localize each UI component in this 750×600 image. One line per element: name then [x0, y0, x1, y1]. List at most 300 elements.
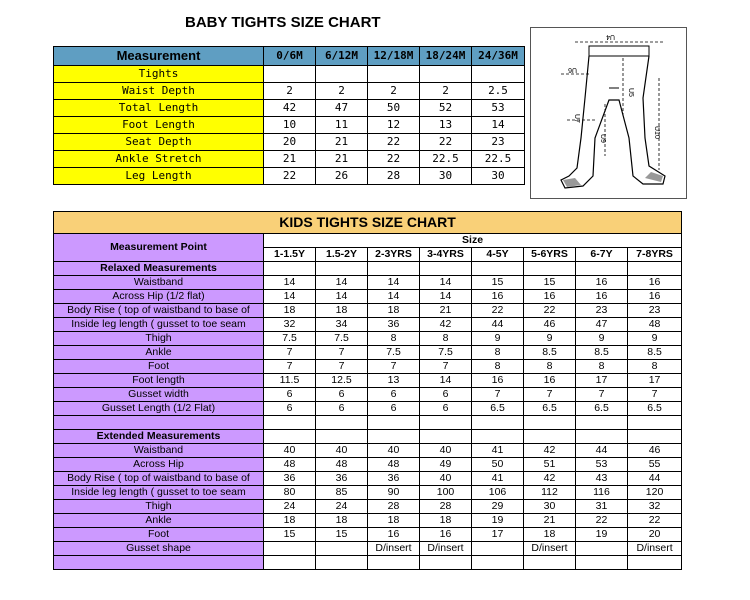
kids-cell: 17: [628, 374, 682, 388]
kids-row-label: [54, 416, 264, 430]
kids-row-label: Ankle: [54, 346, 264, 360]
baby-header-row: [54, 47, 525, 66]
kids-cell: [472, 262, 524, 276]
kids-cell: 9: [576, 332, 628, 346]
kids-cell: 16: [628, 276, 682, 290]
kids-cell: [316, 542, 368, 556]
kids-cell: 14: [316, 290, 368, 304]
baby-size-header: 0/6M: [264, 47, 316, 66]
kids-cell: 30: [524, 500, 576, 514]
kids-cell: 8: [472, 360, 524, 374]
kids-cell: [264, 416, 316, 430]
kids-cell: 48: [316, 458, 368, 472]
kids-cell: 14: [368, 276, 420, 290]
kids-cell: 42: [524, 444, 576, 458]
baby-row-label: Leg Length: [54, 168, 264, 185]
kids-row: [54, 542, 682, 556]
kids-cell: [420, 556, 472, 570]
kids-cell: [628, 556, 682, 570]
baby-cell: 12: [368, 117, 420, 134]
kids-cell: 19: [576, 528, 628, 542]
kids-row-label: Inside leg length ( gusset to toe seam: [54, 486, 264, 500]
kids-row: [54, 388, 682, 402]
kids-cell: 46: [524, 318, 576, 332]
baby-cell: 30: [472, 168, 525, 185]
baby-cell: 30: [420, 168, 472, 185]
kids-cell: 6: [316, 388, 368, 402]
kids-cell: 7: [420, 360, 472, 374]
kids-cell: D/insert: [524, 542, 576, 556]
kids-cell: 6: [368, 402, 420, 416]
kids-row: [54, 332, 682, 346]
kids-row: [54, 360, 682, 374]
kids-row-label: Inside leg length ( gusset to toe seam: [54, 318, 264, 332]
kids-cell: 22: [576, 514, 628, 528]
kids-row: [54, 444, 682, 458]
kids-size-header: 7-8YRS: [628, 248, 682, 262]
kids-cell: 14: [316, 276, 368, 290]
kids-cell: 48: [264, 458, 316, 472]
kids-cell: 8: [420, 332, 472, 346]
kids-cell: 6: [420, 388, 472, 402]
diagram-label: U6: [568, 66, 577, 73]
kids-cell: [316, 416, 368, 430]
kids-cell: 8: [576, 360, 628, 374]
kids-cell: [316, 430, 368, 444]
kids-cell: 40: [420, 444, 472, 458]
kids-cell: 23: [628, 304, 682, 318]
kids-cell: 7: [316, 360, 368, 374]
kids-row-label: Thigh: [54, 500, 264, 514]
kids-cell: D/insert: [368, 542, 420, 556]
kids-cell: 17: [472, 528, 524, 542]
kids-cell: 42: [524, 472, 576, 486]
kids-cell: 21: [524, 514, 576, 528]
baby-cell: [472, 66, 525, 83]
kids-section-heading: Relaxed Measurements: [54, 262, 264, 276]
baby-cell: 52: [420, 100, 472, 117]
kids-cell: 44: [628, 472, 682, 486]
baby-row-label: Foot Length: [54, 117, 264, 134]
kids-cell: 15: [524, 276, 576, 290]
kids-row-label: Foot: [54, 528, 264, 542]
baby-cell: 28: [368, 168, 420, 185]
kids-cell: 12.5: [316, 374, 368, 388]
kids-cell: 46: [628, 444, 682, 458]
baby-cell: [316, 66, 368, 83]
kids-row-label: Body Rise ( top of waistband to base of: [54, 472, 264, 486]
kids-row-label: Across Hip: [54, 458, 264, 472]
kids-cell: 44: [472, 318, 524, 332]
kids-row-label: Across Hip (1/2 flat): [54, 290, 264, 304]
kids-cell: [316, 556, 368, 570]
kids-row: [54, 318, 682, 332]
kids-cell: 112: [524, 486, 576, 500]
kids-cell: 16: [472, 374, 524, 388]
kids-cell: 50: [472, 458, 524, 472]
kids-cell: 16: [368, 528, 420, 542]
kids-cell: 90: [368, 486, 420, 500]
kids-row-label: Body Rise ( top of waistband to base of: [54, 304, 264, 318]
kids-cell: 6.5: [628, 402, 682, 416]
kids-cell: [524, 430, 576, 444]
kids-row: [54, 500, 682, 514]
baby-row: [54, 134, 525, 151]
baby-cell: 21: [264, 151, 316, 168]
kids-cell: [264, 542, 316, 556]
kids-cell: 36: [264, 472, 316, 486]
diagram-label: U5: [627, 88, 634, 97]
kids-cell: 42: [420, 318, 472, 332]
kids-row: [54, 514, 682, 528]
kids-cell: 22: [472, 304, 524, 318]
kids-size-header: 1-1.5Y: [264, 248, 316, 262]
kids-cell: 7: [264, 346, 316, 360]
baby-row-label: Waist Depth: [54, 83, 264, 100]
kids-cell: [368, 556, 420, 570]
kids-cell: [576, 416, 628, 430]
kids-cell: 40: [264, 444, 316, 458]
kids-cell: [472, 416, 524, 430]
kids-cell: [628, 416, 682, 430]
baby-cell: 21: [316, 151, 368, 168]
kids-row: [54, 402, 682, 416]
kids-cell: 116: [576, 486, 628, 500]
kids-row-label: Foot: [54, 360, 264, 374]
kids-cell: 15: [264, 528, 316, 542]
kids-cell: 48: [368, 458, 420, 472]
kids-spacer-row: [54, 556, 682, 570]
kids-cell: 18: [524, 528, 576, 542]
kids-cell: 6: [264, 388, 316, 402]
kids-row: [54, 346, 682, 360]
kids-cell: 29: [472, 500, 524, 514]
kids-cell: 32: [628, 500, 682, 514]
baby-cell: 22: [420, 134, 472, 151]
kids-cell: 6.5: [472, 402, 524, 416]
kids-cell: 9: [524, 332, 576, 346]
kids-cell: [368, 262, 420, 276]
kids-cell: [628, 262, 682, 276]
baby-cell: [368, 66, 420, 83]
kids-cell: 16: [472, 290, 524, 304]
kids-cell: 106: [472, 486, 524, 500]
kids-row-label: [54, 556, 264, 570]
kids-cell: D/insert: [420, 542, 472, 556]
kids-section-heading-row: [54, 430, 682, 444]
kids-cell: 16: [576, 290, 628, 304]
kids-row: [54, 528, 682, 542]
baby-chart-title: BABY TIGHTS SIZE CHART: [185, 14, 381, 31]
kids-cell: 20: [628, 528, 682, 542]
baby-size-header: 18/24M: [420, 47, 472, 66]
kids-row-label: Foot length: [54, 374, 264, 388]
kids-cell: 120: [628, 486, 682, 500]
baby-cell: 2: [264, 83, 316, 100]
baby-cell: 47: [316, 100, 368, 117]
kids-cell: 14: [420, 374, 472, 388]
baby-size-header: 24/36M: [472, 47, 525, 66]
kids-header-measurement-point: Measurement Point: [54, 234, 264, 262]
kids-cell: [524, 416, 576, 430]
kids-cell: 44: [576, 444, 628, 458]
kids-cell: 14: [420, 290, 472, 304]
kids-cell: 15: [472, 276, 524, 290]
baby-cell: 22.5: [472, 151, 525, 168]
kids-cell: [524, 556, 576, 570]
kids-size-header: 3-4YRS: [420, 248, 472, 262]
kids-cell: 6.5: [576, 402, 628, 416]
kids-cell: 7: [472, 388, 524, 402]
kids-row-label: Waistband: [54, 444, 264, 458]
diagram-label: U9: [599, 134, 606, 143]
kids-cell: 36: [368, 472, 420, 486]
baby-row: [54, 151, 525, 168]
kids-row: [54, 374, 682, 388]
kids-cell: [524, 262, 576, 276]
kids-cell: 40: [368, 444, 420, 458]
kids-cell: 24: [264, 500, 316, 514]
kids-cell: 17: [576, 374, 628, 388]
kids-cell: 13: [368, 374, 420, 388]
kids-cell: 48: [628, 318, 682, 332]
baby-cell: 2: [420, 83, 472, 100]
baby-cell: 2: [316, 83, 368, 100]
kids-cell: 16: [628, 290, 682, 304]
kids-size-header: 5-6YRS: [524, 248, 576, 262]
kids-cell: 8: [368, 332, 420, 346]
kids-cell: [264, 556, 316, 570]
kids-chart-title: KIDS TIGHTS SIZE CHART: [54, 212, 682, 234]
kids-cell: 19: [472, 514, 524, 528]
baby-cell: 22: [368, 134, 420, 151]
diagram-label: U4: [606, 33, 615, 40]
kids-cell: 55: [628, 458, 682, 472]
kids-cell: 11.5: [264, 374, 316, 388]
baby-cell: 10: [264, 117, 316, 134]
baby-row: [54, 117, 525, 134]
baby-cell: 13: [420, 117, 472, 134]
kids-row: [54, 304, 682, 318]
diagram-label: U10: [653, 126, 660, 139]
kids-cell: 36: [368, 318, 420, 332]
kids-row: [54, 472, 682, 486]
kids-row: [54, 458, 682, 472]
kids-row-label: Thigh: [54, 332, 264, 346]
kids-cell: 53: [576, 458, 628, 472]
kids-cell: 7: [576, 388, 628, 402]
kids-row: [54, 486, 682, 500]
kids-cell: 28: [368, 500, 420, 514]
kids-cell: 34: [316, 318, 368, 332]
kids-cell: [264, 430, 316, 444]
kids-row-label: Gusset Length (1/2 Flat): [54, 402, 264, 416]
kids-cell: 7: [368, 360, 420, 374]
tights-outline-icon: [531, 28, 686, 198]
kids-cell: 7.5: [420, 346, 472, 360]
kids-cell: 6: [368, 388, 420, 402]
kids-size-header: 6-7Y: [576, 248, 628, 262]
kids-cell: 18: [264, 304, 316, 318]
kids-cell: 8.5: [628, 346, 682, 360]
kids-cell: [472, 556, 524, 570]
baby-row: [54, 100, 525, 117]
baby-row-label: Ankle Stretch: [54, 151, 264, 168]
kids-row-label: Gusset shape: [54, 542, 264, 556]
kids-cell: 7: [316, 346, 368, 360]
kids-cell: [472, 542, 524, 556]
kids-cell: 15: [316, 528, 368, 542]
kids-size-header: 4-5Y: [472, 248, 524, 262]
kids-cell: 49: [420, 458, 472, 472]
kids-cell: 8.5: [576, 346, 628, 360]
kids-cell: [316, 262, 368, 276]
kids-cell: 14: [368, 290, 420, 304]
baby-cell: 2: [368, 83, 420, 100]
kids-cell: 8: [628, 360, 682, 374]
baby-cell: 21: [316, 134, 368, 151]
kids-size-header: 2-3YRS: [368, 248, 420, 262]
kids-cell: [576, 430, 628, 444]
kids-section-heading-row: [54, 262, 682, 276]
kids-cell: 43: [576, 472, 628, 486]
kids-row: [54, 276, 682, 290]
kids-row: [54, 290, 682, 304]
kids-cell: 16: [524, 374, 576, 388]
kids-cell: 40: [316, 444, 368, 458]
kids-size-table: [53, 211, 682, 570]
kids-cell: [420, 262, 472, 276]
kids-cell: 41: [472, 444, 524, 458]
kids-cell: 18: [264, 514, 316, 528]
baby-row-label: Tights: [54, 66, 264, 83]
kids-cell: 7: [264, 360, 316, 374]
kids-section-heading: Extended Measurements: [54, 430, 264, 444]
kids-header-size: Size: [264, 234, 682, 248]
kids-cell: 16: [576, 276, 628, 290]
kids-cell: 51: [524, 458, 576, 472]
baby-cell: 53: [472, 100, 525, 117]
baby-header-measurement: Measurement: [54, 47, 264, 66]
kids-cell: 14: [420, 276, 472, 290]
diagram-label: U7: [573, 114, 580, 123]
kids-size-label-row: [54, 234, 682, 248]
baby-cell: 14: [472, 117, 525, 134]
kids-cell: 18: [316, 514, 368, 528]
kids-cell: 23: [576, 304, 628, 318]
kids-cell: 9: [472, 332, 524, 346]
kids-cell: [576, 542, 628, 556]
baby-cell: 23: [472, 134, 525, 151]
kids-cell: 24: [316, 500, 368, 514]
kids-cell: 41: [472, 472, 524, 486]
kids-size-header: 1.5-2Y: [316, 248, 368, 262]
kids-cell: 18: [368, 304, 420, 318]
kids-cell: 6: [264, 402, 316, 416]
kids-cell: 80: [264, 486, 316, 500]
baby-row-label: Seat Depth: [54, 134, 264, 151]
baby-size-header: 12/18M: [368, 47, 420, 66]
kids-spacer-row: [54, 416, 682, 430]
tights-diagram: [530, 27, 687, 199]
kids-cell: 7.5: [264, 332, 316, 346]
kids-cell: 8.5: [524, 346, 576, 360]
kids-cell: 14: [264, 276, 316, 290]
kids-cell: 32: [264, 318, 316, 332]
baby-size-table: [53, 46, 525, 185]
baby-cell: 20: [264, 134, 316, 151]
kids-cell: 16: [524, 290, 576, 304]
kids-cell: 7.5: [316, 332, 368, 346]
baby-cell: 22: [264, 168, 316, 185]
kids-cell: D/insert: [628, 542, 682, 556]
kids-row-label: Waistband: [54, 276, 264, 290]
baby-cell: 11: [316, 117, 368, 134]
kids-cell: [368, 430, 420, 444]
baby-cell: 22: [368, 151, 420, 168]
baby-cell: 2.5: [472, 83, 525, 100]
baby-cell: 22.5: [420, 151, 472, 168]
kids-cell: 21: [420, 304, 472, 318]
kids-cell: 7: [524, 388, 576, 402]
baby-row-label: Total Length: [54, 100, 264, 117]
baby-row: [54, 66, 525, 83]
kids-cell: 6: [420, 402, 472, 416]
kids-cell: 100: [420, 486, 472, 500]
kids-cell: 8: [472, 346, 524, 360]
kids-cell: [576, 556, 628, 570]
kids-cell: 6.5: [524, 402, 576, 416]
kids-cell: 31: [576, 500, 628, 514]
kids-cell: [576, 262, 628, 276]
baby-row: [54, 168, 525, 185]
kids-cell: [420, 430, 472, 444]
kids-cell: 16: [420, 528, 472, 542]
kids-cell: [264, 262, 316, 276]
kids-cell: 9: [628, 332, 682, 346]
baby-cell: 26: [316, 168, 368, 185]
kids-cell: [472, 430, 524, 444]
baby-cell: [420, 66, 472, 83]
kids-cell: [420, 416, 472, 430]
kids-cell: 85: [316, 486, 368, 500]
kids-cell: 6: [316, 402, 368, 416]
kids-cell: 7.5: [368, 346, 420, 360]
kids-cell: 47: [576, 318, 628, 332]
kids-cell: 22: [628, 514, 682, 528]
kids-cell: 18: [368, 514, 420, 528]
kids-cell: 22: [524, 304, 576, 318]
kids-cell: 18: [420, 514, 472, 528]
kids-cell: 18: [316, 304, 368, 318]
kids-cell: [368, 416, 420, 430]
kids-cell: 7: [628, 388, 682, 402]
kids-cell: 36: [316, 472, 368, 486]
kids-cell: 40: [420, 472, 472, 486]
kids-cell: 28: [420, 500, 472, 514]
kids-title-row: [54, 212, 682, 234]
baby-cell: 42: [264, 100, 316, 117]
baby-cell: [264, 66, 316, 83]
kids-row-label: Ankle: [54, 514, 264, 528]
baby-row: [54, 83, 525, 100]
baby-cell: 50: [368, 100, 420, 117]
kids-row-label: Gusset width: [54, 388, 264, 402]
kids-cell: [628, 430, 682, 444]
kids-cell: 14: [264, 290, 316, 304]
baby-size-header: 6/12M: [316, 47, 368, 66]
kids-cell: 8: [524, 360, 576, 374]
